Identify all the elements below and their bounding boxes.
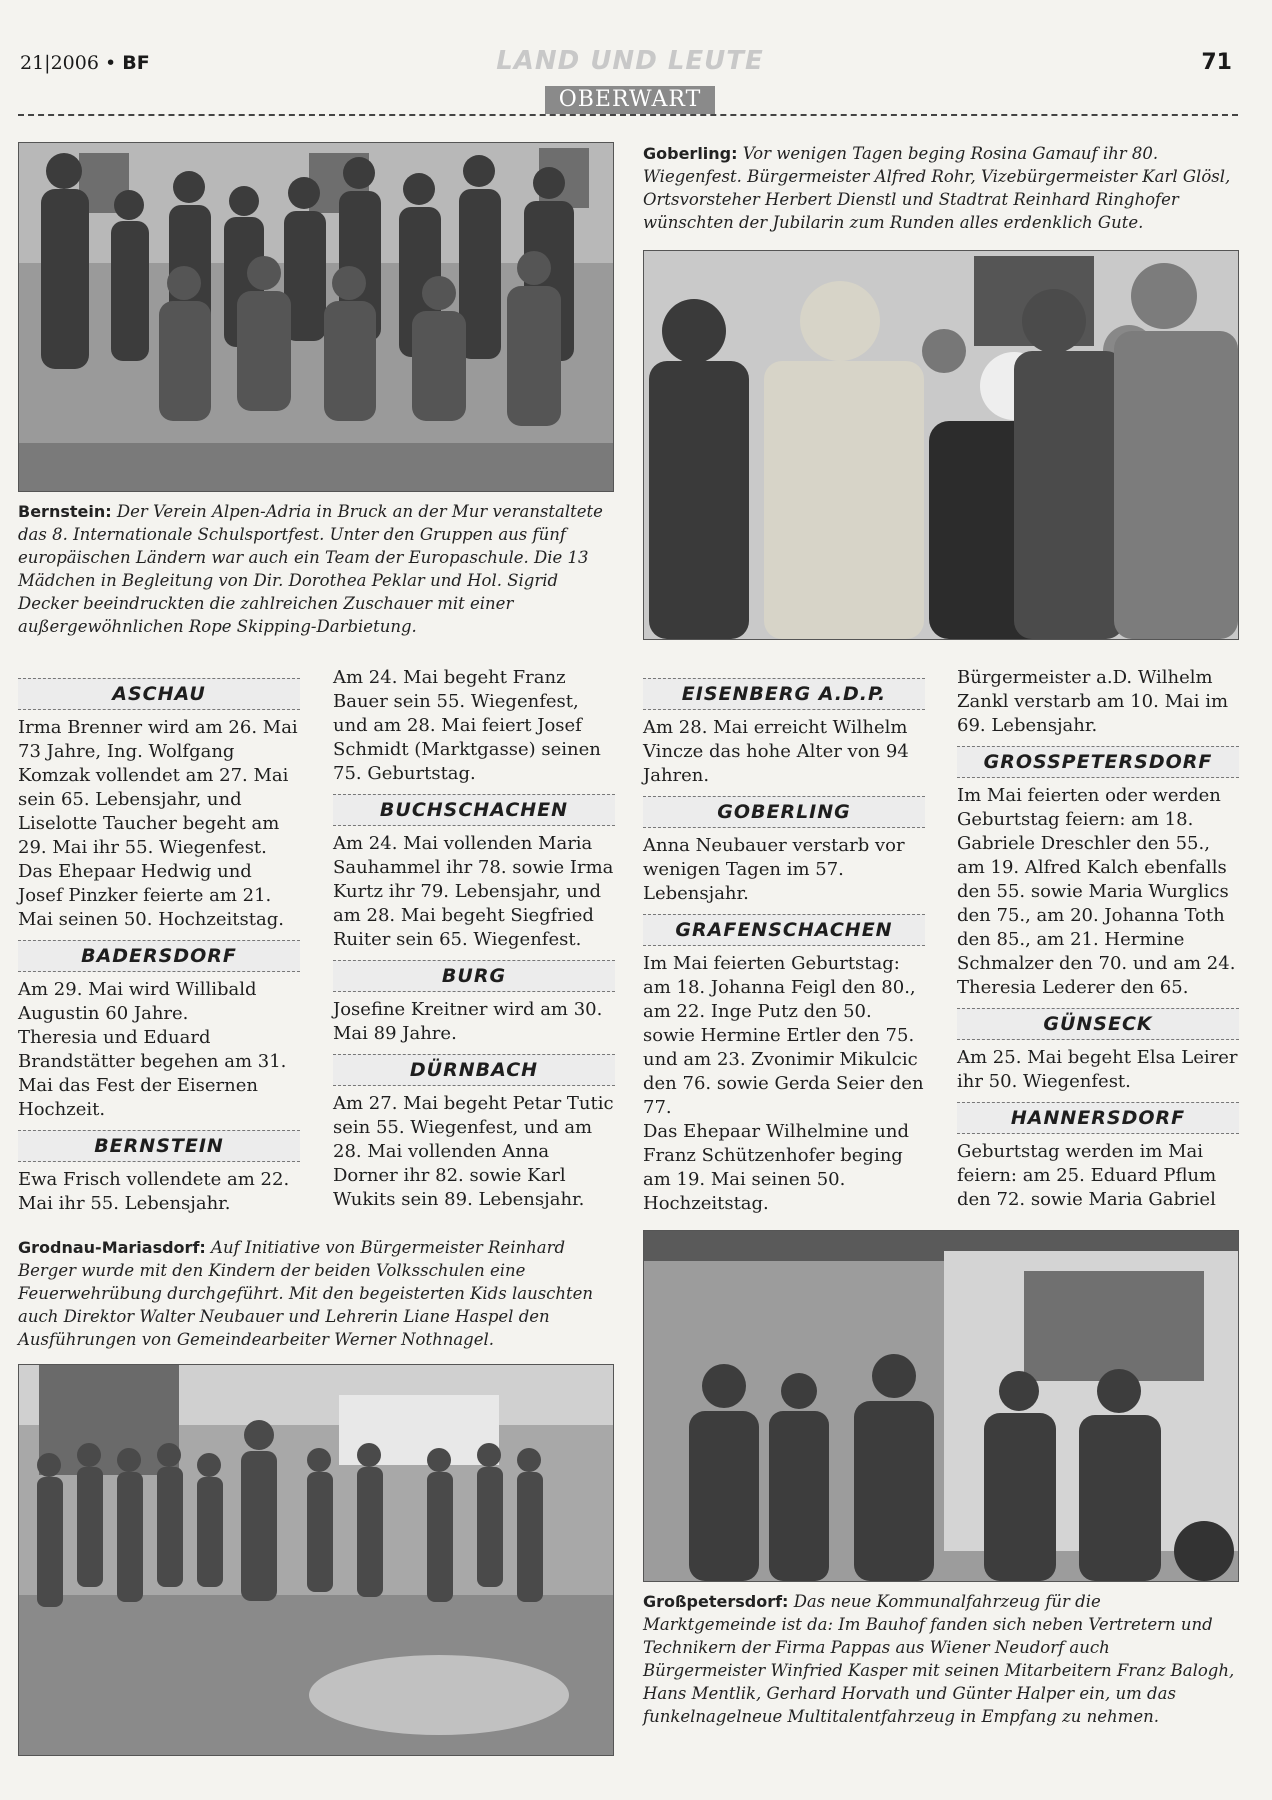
column-3 <box>643 678 925 1216</box>
heading-eisenberg: EISENBERG A.D.P. <box>643 678 925 710</box>
section-title: LAND UND LEUTE <box>496 46 764 76</box>
column-1 <box>18 678 300 1216</box>
text-aschau-1: Irma Brenner wird am 26. Mai 73 Jahre, Ing. Wolfgang Komzak vollendet am 27. Mai sein 65. Lebensjahr, und Liselotte Taucher begeht am 29. Mai ihr 55. Wiegenfest. <box>18 717 298 858</box>
heading-burg: BURG <box>333 960 615 992</box>
photo-municipal-vehicle <box>643 1230 1239 1582</box>
page-number: 71 <box>1201 50 1232 75</box>
group-photo-jubilee <box>643 250 1239 640</box>
header-divider <box>18 114 1238 116</box>
heading-aschau: ASCHAU <box>18 678 300 710</box>
heading-bernstein: BERNSTEIN <box>18 1130 300 1162</box>
heading-goberling: GOBERLING <box>643 796 925 828</box>
text-grosspetersdorf-1: Im Mai feierten oder werden Geburtstag feiern: am 18. Gabriele Dreschler den 55., am 19. Alfred Kalch ebenfalls den 55. sowie Maria Wurglics den 75., am 20. Johanna Toth den 85., am 21. Hermine Schmalzer den 70. und am 24. Theresia Lederer den 65. <box>957 785 1236 998</box>
text-badersdorf-1: Am 29. Mai wird Willibald Augustin 60 Jahre. <box>18 979 257 1024</box>
heading-guenseck: GÜNSECK <box>957 1008 1239 1040</box>
column-4 <box>957 666 1239 1212</box>
region-banner: OBERWART <box>545 86 715 114</box>
text-guenseck-1: Am 25. Mai begeht Elsa Leirer ihr 50. Wiegenfest. <box>957 1047 1238 1092</box>
text-bernstein-1: Ewa Frisch vollendete am 22. Mai ihr 55. Lebensjahr. <box>18 1169 290 1214</box>
heading-grosspetersdorf: GROSSPETERSDORF <box>957 746 1239 778</box>
text-aschau-2: Das Ehepaar Hedwig und Josef Pinzker feierte am 21. Mai seinen 50. Hochzeitstag. <box>18 861 284 930</box>
text-eisenberg-cont: Bürgermeister a.D. Wilhelm Zankl verstarb am 10. Mai im 69. Lebensjahr. <box>957 667 1229 736</box>
caption-grosspetersdorf: Großpetersdorf: Das neue Kommunalfahrzeug für die Marktgemeinde ist da: Im Bauhof fanden sich neben Vertretern und Technikern der Firma Pappas aus Wiener Neudorf auch Bürgermeister Winfried Kasper mit seinen Mitarbeitern Franz Balogh, Hans Mentlik, Gerhard Horvath und Günter Halper ein, um das funkelnagelneue Multitalentfahrzeug in Empfang zu nehmen. <box>643 1592 1235 1726</box>
text-eisenberg-1: Am 28. Mai erreicht Wilhelm Vincze das hohe Alter von 94 Jahren. <box>643 717 909 786</box>
heading-hannersdorf: HANNERSDORF <box>957 1102 1239 1134</box>
heading-buchschachen: BUCHSCHACHEN <box>333 794 615 826</box>
text-hannersdorf-1: Geburtstag werden im Mai feiern: am 25. Eduard Pflum den 72. sowie Maria Gabriel <box>957 1141 1217 1210</box>
photo-fire-drill <box>18 1364 614 1756</box>
text-aschau-cont: Am 24. Mai begeht Franz Bauer sein 55. Wiegenfest, und am 28. Mai feiert Josef Schmidt (Marktgasse) seinen 75. Geburtstag. <box>333 667 601 784</box>
text-grafenschachen-1: Im Mai feierten Geburtstag: am 18. Johanna Feigl den 80., am 22. Inge Putz den 50. sowie Hermine Ertler den 75. und am 23. Zvonimir Mikulcic den 76. sowie Gerda Seier den 77. <box>643 953 924 1118</box>
text-grafenschachen-2: Das Ehepaar Wilhelmine und Franz Schützenhofer beging am 19. Mai seinen 50. Hochzeitstag. <box>643 1121 910 1214</box>
caption-grodnau: Grodnau-Mariasdorf: Auf Initiative von Bürgermeister Reinhard Berger wurde mit den Kindern der beiden Volksschulen eine Feuerwehrübung durchgeführt. Mit den begeisterten Kids lauschten auch Direktor Walter Neubauer und Lehrerin Liane Haspel den Ausführungen von Gemeindearbeiter Werner Nothnagel. <box>18 1238 594 1349</box>
heading-grafenschachen: GRAFENSCHACHEN <box>643 914 925 946</box>
issue-label: 21|2006 • BF <box>20 52 150 74</box>
text-burg-1: Josefine Kreitner wird am 30. Mai 89 Jahre. <box>333 999 603 1044</box>
text-duernbach-1: Am 27. Mai begeht Petar Tutic sein 55. Wiegenfest, und am 28. Mai vollenden Anna Dorner ihr 82. sowie Karl Wukits sein 89. Lebensjahr. <box>333 1093 614 1210</box>
heading-badersdorf: BADERSDORF <box>18 940 300 972</box>
text-buchschachen-1: Am 24. Mai vollenden Maria Sauhammel ihr 78. sowie Irma Kurtz ihr 79. Lebensjahr, und am 28. Mai begeht Siegfried Ruiter sein 65. Wiegenfest. <box>333 833 614 950</box>
text-badersdorf-2: Theresia und Eduard Brandstätter begehen am 31. Mai das Fest der Eisernen Hochzeit. <box>18 1027 287 1120</box>
group-photo-girls <box>18 142 614 492</box>
caption-bernstein: Bernstein: Der Verein Alpen-Adria in Bruck an der Mur veranstaltete das 8. Internationale Schulsportfest. Unter den Gruppen aus fünf europäischen Ländern war auch ein Team der Europaschule. Die 13 Mädchen in Begleitung von Dir. Dorothea Peklar und Hol. Sigrid Decker beeindruckten die zahlreichen Zuschauer mit einer außergewöhnlichen Rope Skipping-Darbietung. <box>18 502 603 636</box>
caption-goberling: Goberling: Vor wenigen Tagen beging Rosina Gamauf ihr 80. Wiegenfest. Bürgermeister Alfred Rohr, Vizebürgermeister Karl Glösl, Ortsvorsteher Herbert Dienstl und Stadtrat Reinhard Ringhofer wünschten der Jubilarin zum Runden alles erdenklich Gute. <box>643 144 1231 232</box>
text-goberling-1: Anna Neubauer verstarb vor wenigen Tagen im 57. Lebensjahr. <box>643 835 905 904</box>
column-2 <box>333 666 615 1212</box>
heading-duernbach: DÜRNBACH <box>333 1054 615 1086</box>
